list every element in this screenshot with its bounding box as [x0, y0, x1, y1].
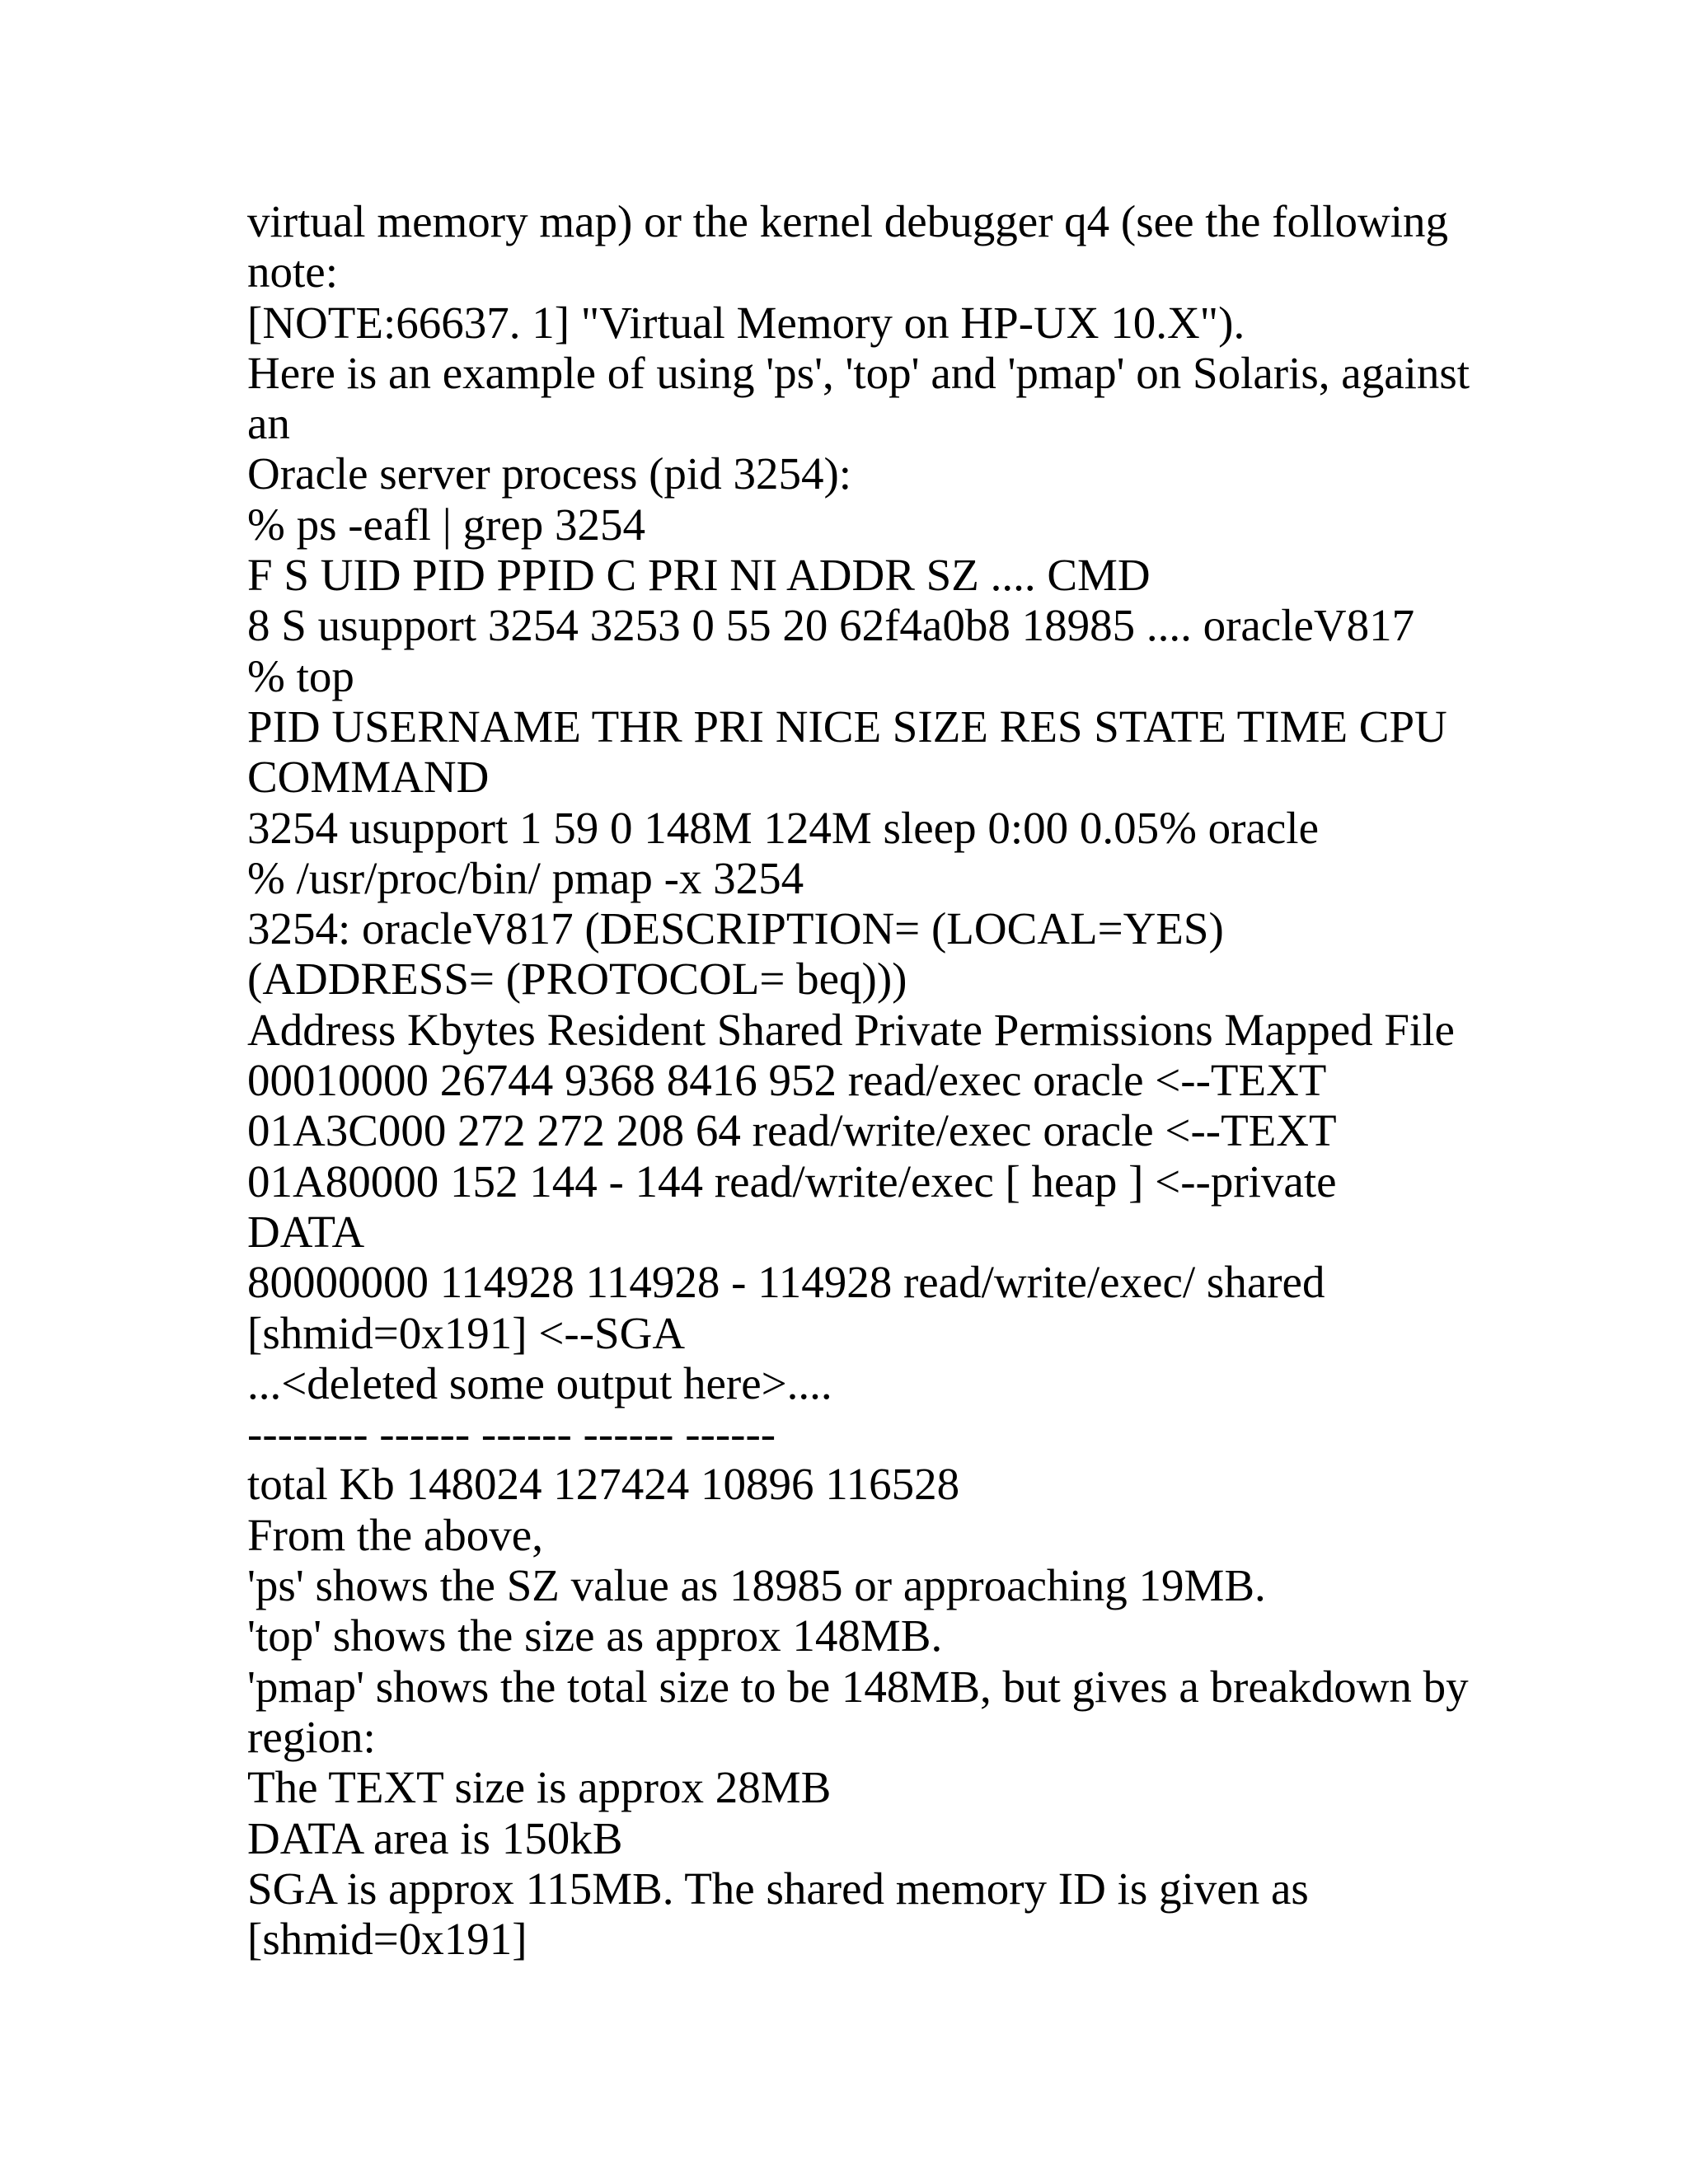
text-line: Here is an example of using 'ps', 'top' and 'pmap' on Solaris, against [247, 347, 1470, 398]
text-line: 8 S usupport 3254 3253 0 55 20 62f4a0b8 18985 .... oracleV817 [247, 600, 1415, 651]
text-line: ...<deleted some output here>.... [247, 1357, 832, 1408]
text-line: Oracle server process (pid 3254): [247, 448, 852, 499]
text-line: F S UID PID PPID C PRI NI ADDR SZ .... CMD [247, 550, 1151, 601]
text-line: region: [247, 1711, 376, 1762]
text-line: (ADDRESS= (PROTOCOL= beq))) [247, 954, 907, 1005]
text-line: 01A3C000 272 272 208 64 read/write/exec oracle <--TEXT [247, 1105, 1337, 1156]
text-line: Address Kbytes Resident Shared Private Permissions Mapped File [247, 1004, 1455, 1055]
text-line: DATA area is 150kB [247, 1812, 623, 1863]
text-line: SGA is approx 115MB. The shared memory ID is given as [247, 1863, 1309, 1914]
text-line: PID USERNAME THR PRI NICE SIZE RES STATE TIME CPU [247, 701, 1447, 752]
text-line: 01A80000 152 144 - 144 read/write/exec [ heap ] <--private [247, 1155, 1337, 1207]
text-line: 'top' shows the size as approx 148MB. [247, 1610, 943, 1661]
text-line: an [247, 398, 290, 449]
text-line: % ps -eafl | grep 3254 [247, 499, 645, 550]
text-line: From the above, [247, 1509, 543, 1560]
text-line: 3254 usupport 1 59 0 148M 124M sleep 0:00 0.05% oracle [247, 802, 1319, 853]
text-line: [shmid=0x191] <--SGA [247, 1307, 686, 1358]
text-line: total Kb 148024 127424 10896 116528 [247, 1459, 960, 1510]
text-line: [NOTE:66637. 1] "Virtual Memory on HP-UX 10.X"). [247, 297, 1245, 348]
text-line: virtual memory map) or the kernel debugger q4 (see the following [247, 196, 1449, 246]
text-line: 3254: oracleV817 (DESCRIPTION= (LOCAL=YES) [247, 903, 1224, 954]
text-line: -------- ------ ------ ------ ------ [247, 1408, 776, 1460]
text-line: 00010000 26744 9368 8416 952 read/exec oracle <--TEXT [247, 1055, 1327, 1106]
text-line: note: [247, 246, 338, 298]
text-line: The TEXT size is approx 28MB [247, 1762, 832, 1813]
text-line: COMMAND [247, 752, 490, 803]
text-line: [shmid=0x191] [247, 1914, 528, 1965]
text-line: 'pmap' shows the total size to be 148MB, but gives a breakdown by [247, 1661, 1469, 1712]
text-line: % /usr/proc/bin/ pmap -x 3254 [247, 852, 804, 903]
text-line: DATA [247, 1206, 365, 1257]
text-line: % top [247, 650, 354, 701]
document-body [247, 196, 1470, 1965]
text-line: 80000000 114928 114928 - 114928 read/write/exec/ shared [247, 1257, 1325, 1308]
text-line: 'ps' shows the SZ value as 18985 or approaching 19MB. [247, 1560, 1266, 1611]
